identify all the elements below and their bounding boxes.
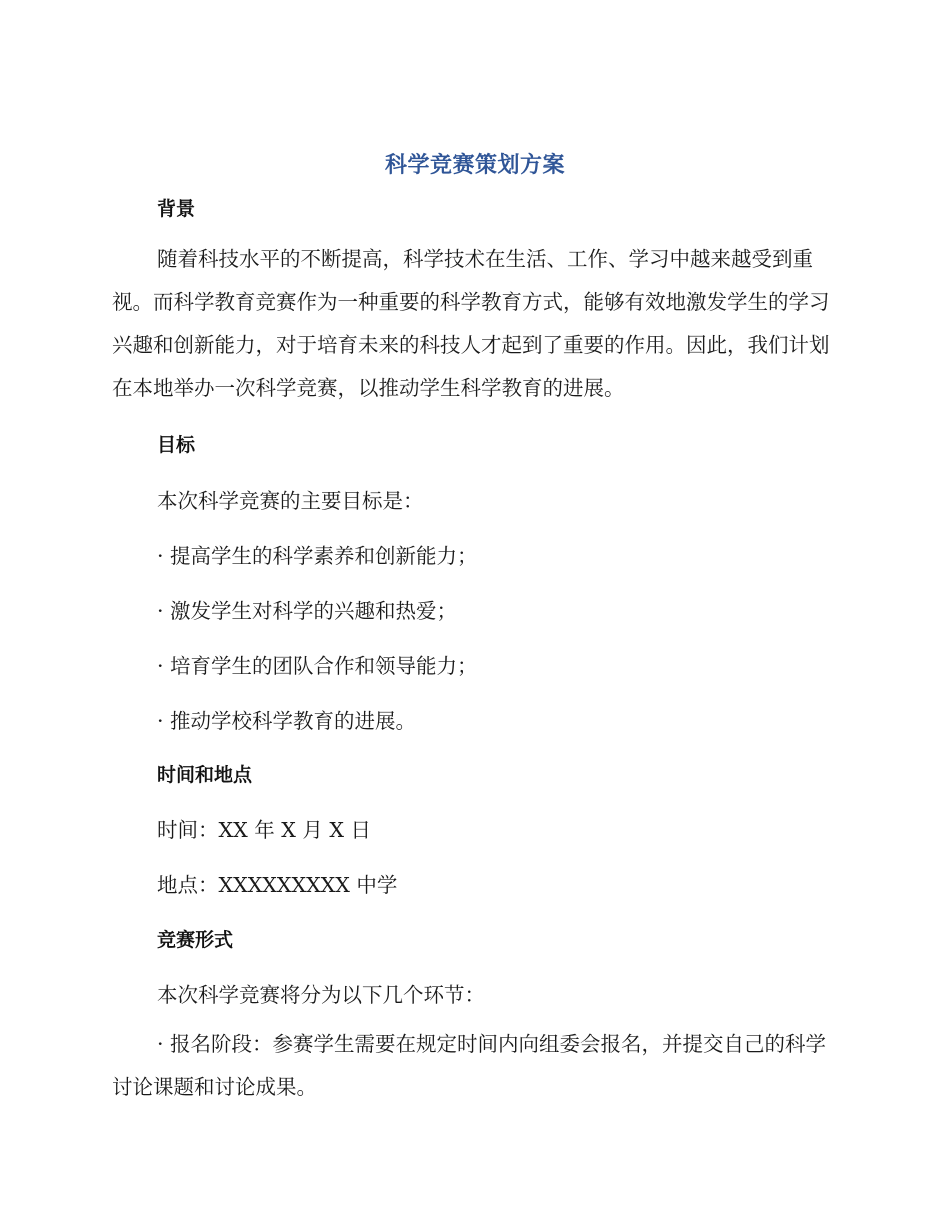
- goal-item-2: · 激发学生对科学的兴趣和热爱；: [157, 599, 458, 623]
- goal-item-4: · 推动学校科学教育的进展。: [157, 709, 417, 733]
- goal-item-3: · 培育学生的团队合作和领导能力；: [157, 654, 478, 678]
- heading-goals: 目标: [157, 434, 196, 456]
- heading-format: 竞赛形式: [157, 929, 234, 951]
- goals-intro: 本次科学竞赛的主要目标是：: [157, 489, 424, 513]
- heading-background: 背景: [157, 198, 196, 220]
- paragraph-background: 随着科技水平的不断提高，科学技术在生活、工作、学习中越来越受到重视。而科学教育竞赛作为一种重要的科学教育方式，能够有效地激发学生的学习兴趣和创新能力，对于培育未来的科技人才起到了重要的作用。因此，我们计划在本地举办一次科学竞赛，以推动学生科学教育的进展。: [112, 247, 830, 400]
- document-title: 科学竞赛策划方案: [384, 153, 565, 178]
- time-line: 时间：XX 年 X 月 X 日: [157, 818, 371, 842]
- goal-item-1: · 提高学生的科学素养和创新能力；: [157, 544, 478, 568]
- place-line: 地点：XXXXXXXXX 中学: [157, 873, 398, 897]
- heading-time-place: 时间和地点: [157, 764, 253, 786]
- format-intro: 本次科学竞赛将分为以下几个环节：: [157, 983, 485, 1007]
- format-item-1: · 报名阶段：参赛学生需要在规定时间内向组委会报名，并提交自己的科学讨论课题和讨论成果。: [112, 1032, 827, 1099]
